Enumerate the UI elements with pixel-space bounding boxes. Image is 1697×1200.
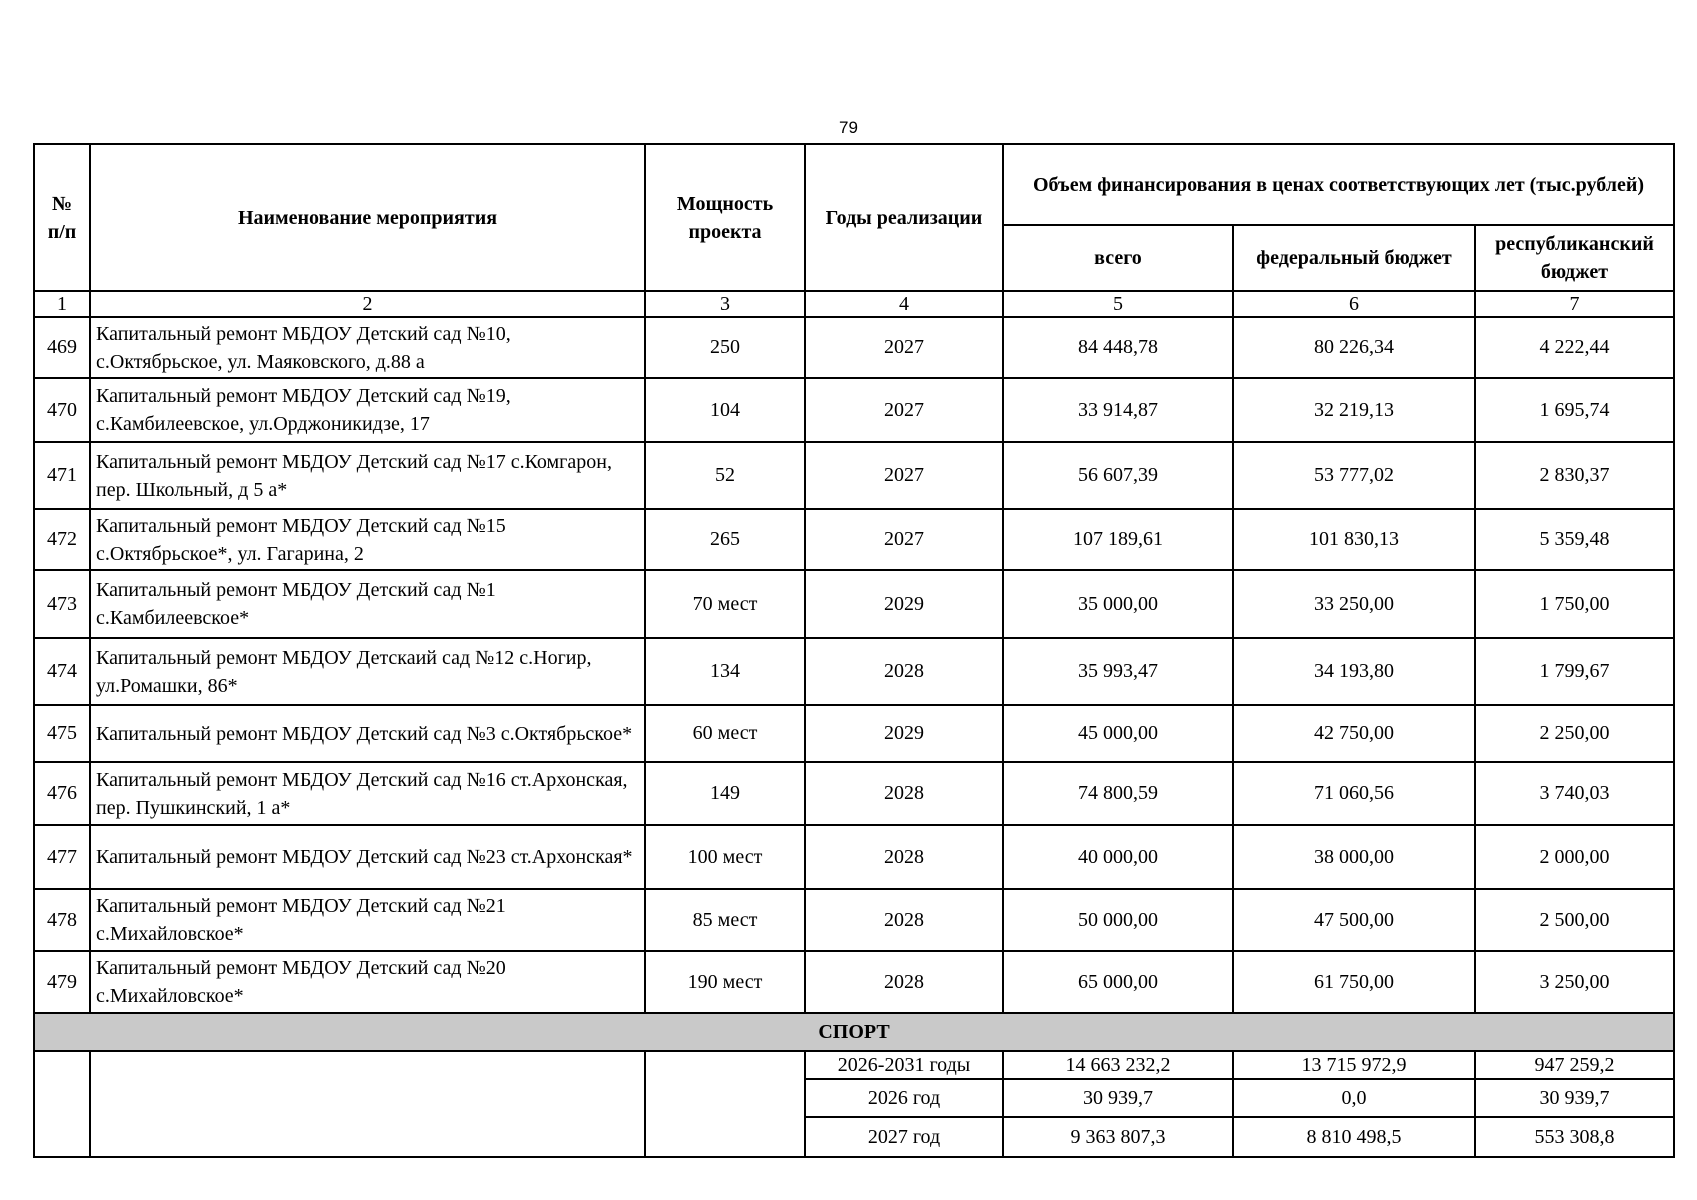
row-federal: 42 750,00 — [1233, 705, 1475, 762]
summary-name-blank — [90, 1051, 645, 1157]
summary-label: 2026 год — [805, 1079, 1003, 1117]
row-total: 107 189,61 — [1003, 509, 1233, 570]
row-federal: 33 250,00 — [1233, 570, 1475, 638]
summary-total: 14 663 232,2 — [1003, 1051, 1233, 1079]
row-total: 35 000,00 — [1003, 570, 1233, 638]
row-republic: 5 359,48 — [1475, 509, 1674, 570]
row-num: 476 — [34, 762, 90, 825]
row-federal: 53 777,02 — [1233, 442, 1475, 509]
row-capacity: 104 — [645, 378, 805, 442]
summary-num-blank — [34, 1051, 90, 1157]
row-name: Капитальный ремонт МБДОУ Детский сад №17 с.Комгарон, пер. Школьный, д 5 а* — [90, 442, 645, 509]
summary-federal: 8 810 498,5 — [1233, 1117, 1475, 1157]
table-row — [34, 570, 1674, 638]
table-row — [34, 638, 1674, 705]
page-number: 79 — [839, 118, 858, 137]
table-row — [34, 442, 1674, 509]
row-num: 469 — [34, 317, 90, 378]
row-republic: 2 000,00 — [1475, 825, 1674, 889]
summary-total: 9 363 807,3 — [1003, 1117, 1233, 1157]
row-capacity: 52 — [645, 442, 805, 509]
column-number: 7 — [1475, 291, 1674, 317]
table-row — [34, 509, 1674, 570]
row-num: 473 — [34, 570, 90, 638]
summary-label: 2026-2031 годы — [805, 1051, 1003, 1079]
header-republic: республиканский бюджет — [1475, 225, 1674, 291]
column-number: 1 — [34, 291, 90, 317]
row-republic: 3 740,03 — [1475, 762, 1674, 825]
row-federal: 47 500,00 — [1233, 889, 1475, 951]
row-total: 84 448,78 — [1003, 317, 1233, 378]
header-total: всего — [1003, 225, 1233, 291]
summary-total: 30 939,7 — [1003, 1079, 1233, 1117]
table-row — [34, 951, 1674, 1013]
row-name: Капитальный ремонт МБДОУ Детский сад №23 ст.Архонская* — [90, 825, 645, 889]
row-federal: 61 750,00 — [1233, 951, 1475, 1013]
row-num: 472 — [34, 509, 90, 570]
row-year: 2028 — [805, 951, 1003, 1013]
row-year: 2028 — [805, 762, 1003, 825]
row-federal: 101 830,13 — [1233, 509, 1475, 570]
table-row — [34, 705, 1674, 762]
row-year: 2027 — [805, 378, 1003, 442]
row-capacity: 100 мест — [645, 825, 805, 889]
row-republic: 1 799,67 — [1475, 638, 1674, 705]
row-republic: 1 750,00 — [1475, 570, 1674, 638]
row-name: Капитальный ремонт МБДОУ Детский сад №10, с.Октябрьское, ул. Маяковского, д.88 а — [90, 317, 645, 378]
row-name: Капитальный ремонт МБДОУ Детский сад №1 с.Камбилеевское* — [90, 570, 645, 638]
row-num: 479 — [34, 951, 90, 1013]
summary-federal: 13 715 972,9 — [1233, 1051, 1475, 1079]
row-republic: 1 695,74 — [1475, 378, 1674, 442]
row-total: 56 607,39 — [1003, 442, 1233, 509]
row-name: Капитальный ремонт МБДОУ Детский сад №15 с.Октябрьское*, ул. Гагарина, 2 — [90, 509, 645, 570]
row-num: 471 — [34, 442, 90, 509]
summary-federal: 0,0 — [1233, 1079, 1475, 1117]
row-capacity: 134 — [645, 638, 805, 705]
row-capacity: 265 — [645, 509, 805, 570]
summary-label: 2027 год — [805, 1117, 1003, 1157]
row-num: 477 — [34, 825, 90, 889]
row-year: 2028 — [805, 638, 1003, 705]
column-number: 3 — [645, 291, 805, 317]
summary-row-total — [34, 1051, 1674, 1079]
row-year: 2029 — [805, 705, 1003, 762]
row-num: 475 — [34, 705, 90, 762]
row-total: 45 000,00 — [1003, 705, 1233, 762]
column-number: 6 — [1233, 291, 1475, 317]
summary-republic: 30 939,7 — [1475, 1079, 1674, 1117]
row-republic: 4 222,44 — [1475, 317, 1674, 378]
table-row — [34, 889, 1674, 951]
row-year: 2028 — [805, 889, 1003, 951]
row-federal: 80 226,34 — [1233, 317, 1475, 378]
column-number: 5 — [1003, 291, 1233, 317]
row-republic: 2 830,37 — [1475, 442, 1674, 509]
row-year: 2028 — [805, 825, 1003, 889]
row-num: 478 — [34, 889, 90, 951]
row-num: 470 — [34, 378, 90, 442]
row-capacity: 70 мест — [645, 570, 805, 638]
row-name: Капитальный ремонт МБДОУ Детский сад №21 с.Михайловское* — [90, 889, 645, 951]
header-federal: федеральный бюджет — [1233, 225, 1475, 291]
funding-table — [33, 143, 1675, 1158]
column-number-row — [34, 291, 1674, 317]
row-republic: 2 500,00 — [1475, 889, 1674, 951]
row-year: 2027 — [805, 317, 1003, 378]
header-num: № п/п — [34, 144, 90, 291]
section-title: СПОРТ — [34, 1013, 1674, 1051]
row-capacity: 85 мест — [645, 889, 805, 951]
row-capacity: 190 мест — [645, 951, 805, 1013]
column-number: 4 — [805, 291, 1003, 317]
row-total: 50 000,00 — [1003, 889, 1233, 951]
row-total: 35 993,47 — [1003, 638, 1233, 705]
header-years: Годы реализации — [805, 144, 1003, 291]
row-capacity: 60 мест — [645, 705, 805, 762]
section-row-sport — [34, 1013, 1674, 1051]
row-federal: 32 219,13 — [1233, 378, 1475, 442]
summary-republic: 947 259,2 — [1475, 1051, 1674, 1079]
column-number: 2 — [90, 291, 645, 317]
row-total: 33 914,87 — [1003, 378, 1233, 442]
table-row — [34, 378, 1674, 442]
row-total: 40 000,00 — [1003, 825, 1233, 889]
row-federal: 71 060,56 — [1233, 762, 1475, 825]
row-total: 65 000,00 — [1003, 951, 1233, 1013]
row-name: Капитальный ремонт МБДОУ Детский сад №16 ст.Архонская, пер. Пушкинский, 1 а* — [90, 762, 645, 825]
header-name: Наименование мероприятия — [90, 144, 645, 291]
table-row — [34, 762, 1674, 825]
table-row — [34, 317, 1674, 378]
row-year: 2029 — [805, 570, 1003, 638]
row-capacity: 250 — [645, 317, 805, 378]
summary-capacity-blank — [645, 1051, 805, 1157]
row-federal: 34 193,80 — [1233, 638, 1475, 705]
row-name: Капитальный ремонт МБДОУ Детскаий сад №12 с.Ногир, ул.Ромашки, 86* — [90, 638, 645, 705]
row-num: 474 — [34, 638, 90, 705]
header-funding: Объем финансирования в ценах соответствующих лет (тыс.рублей) — [1003, 144, 1674, 225]
row-republic: 3 250,00 — [1475, 951, 1674, 1013]
table-row — [34, 825, 1674, 889]
header-capacity: Мощность проекта — [645, 144, 805, 291]
row-capacity: 149 — [645, 762, 805, 825]
row-year: 2027 — [805, 509, 1003, 570]
row-total: 74 800,59 — [1003, 762, 1233, 825]
row-name: Капитальный ремонт МБДОУ Детский сад №20 с.Михайловское* — [90, 951, 645, 1013]
summary-republic: 553 308,8 — [1475, 1117, 1674, 1157]
row-name: Капитальный ремонт МБДОУ Детский сад №3 с.Октябрьское* — [90, 705, 645, 762]
row-year: 2027 — [805, 442, 1003, 509]
row-federal: 38 000,00 — [1233, 825, 1475, 889]
row-republic: 2 250,00 — [1475, 705, 1674, 762]
row-name: Капитальный ремонт МБДОУ Детский сад №19, с.Камбилеевское, ул.Орджоникидзе, 17 — [90, 378, 645, 442]
